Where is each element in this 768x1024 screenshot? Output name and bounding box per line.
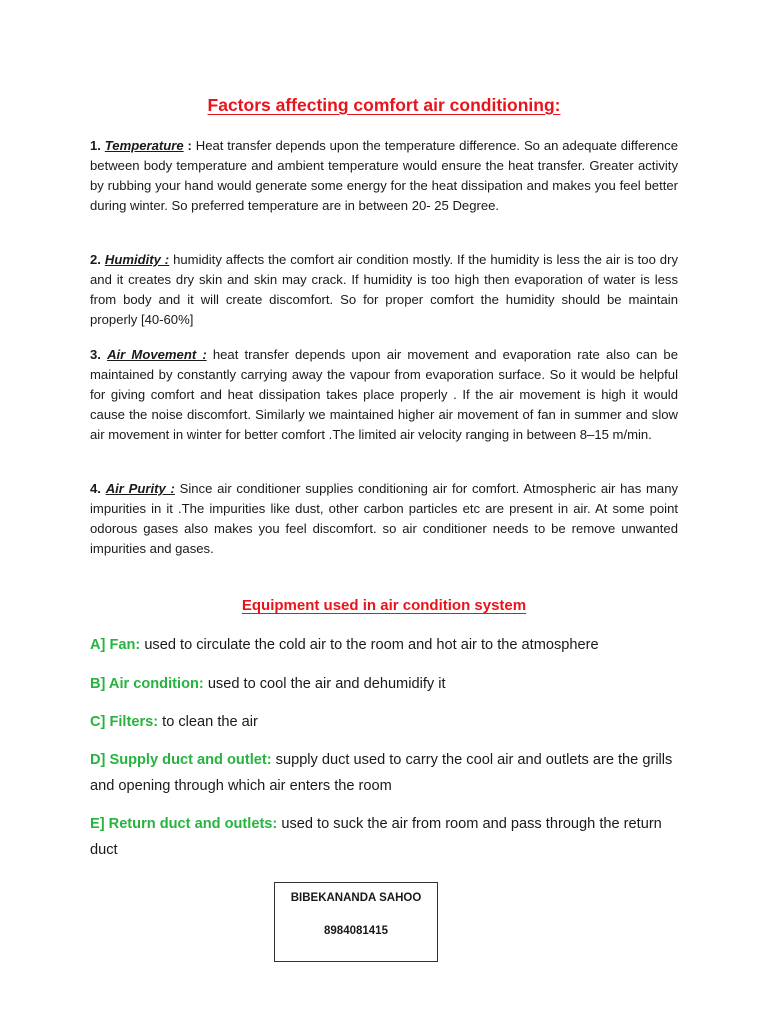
factor-name: Air Purity : — [105, 481, 175, 496]
equipment-item-fan — [90, 632, 690, 658]
factor-number: 1. — [90, 138, 101, 153]
equipment-item-return-duct — [90, 811, 690, 863]
equipment-item-filters — [90, 709, 690, 735]
author-phone: 8984081415 — [324, 925, 388, 937]
factor-name: Humidity : — [104, 252, 170, 267]
factor-text: Heat transfer depends upon the temperature difference. So an adequate difference between body temperature and ambient temperature would ensure the heat transfer. Greater activity by rubbing your hand would generate some energy for the heat dissipation and makes you feel better during winter. So preferred temperature are in between 20- 25 Degree. — [90, 138, 679, 213]
equipment-text: used to suck the air from room and pass through the return duct — [90, 816, 662, 858]
factor-text: Since air conditioner supplies conditioning air for comfort. Atmospheric air has many impurities in it .The impurities like dust, other carbon particles etc are present in air. At some point odorous gases also makes you feel discomfort. so air conditioner needs to be remove unwanted impurities and gases. — [90, 481, 679, 556]
author-name: BIBEKANANDA SAHOO — [290, 892, 422, 904]
factor-text: humidity affects the comfort air condition mostly. If the humidity is less the air is too dry and it creates dry skin and skin may crack. If humidity is too high then evaporation of water is less from body and it will create discomfort. So for proper comfort the humidity should be maintain properly [40-60%] — [90, 252, 678, 327]
factor-number: 3. — [90, 347, 101, 362]
equipment-text: supply duct used to carry the cool air and outlets are the grills and opening through which air enters the room — [90, 752, 673, 794]
equipment-item-supply-duct — [90, 747, 690, 799]
equipment-item-air-condition — [90, 671, 690, 697]
factor-air-movement — [90, 345, 678, 445]
factor-name: Temperature — [104, 138, 184, 153]
equipment-label: E] Return duct and outlets: — [90, 816, 278, 832]
factor-humidity — [90, 250, 678, 330]
equipment-text: used to cool the air and dehumidify it — [203, 676, 446, 692]
page-title: Factors affecting comfort air conditioning: — [207, 95, 561, 115]
factor-text: heat transfer depends upon air movement and evaporation rate also can be maintained by constantly carrying away the vapour from evaporation surface. So it would be helpful for giving comfort and heat dissipation takes place properly . If the air movement is high it would cause the noise discomfort. Similarly we maintained higher air movement of fan in summer and slow air movement in winter for better comfort .The limited air velocity ranging in between 8–15 m/min. — [90, 347, 678, 442]
equipment-label: D] Supply duct and outlet: — [90, 752, 272, 768]
equipment-label: B] Air condition: — [90, 676, 204, 692]
equipment-label: A] Fan: — [90, 637, 141, 653]
factor-air-purity — [90, 479, 678, 559]
equipment-title: Equipment used in air condition system — [241, 597, 527, 614]
equipment-text: to clean the air — [158, 714, 258, 730]
equipment-text: used to circulate the cold air to the room and hot air to the atmosphere — [140, 637, 599, 653]
factor-number: 4. — [90, 481, 101, 496]
factor-temperature — [90, 136, 678, 216]
factor-number: 2. — [90, 252, 101, 267]
equipment-label: C] Filters: — [90, 714, 159, 730]
factor-separator: : — [183, 138, 196, 153]
factor-name: Air Movement : — [107, 347, 207, 362]
signature-box — [274, 882, 438, 962]
